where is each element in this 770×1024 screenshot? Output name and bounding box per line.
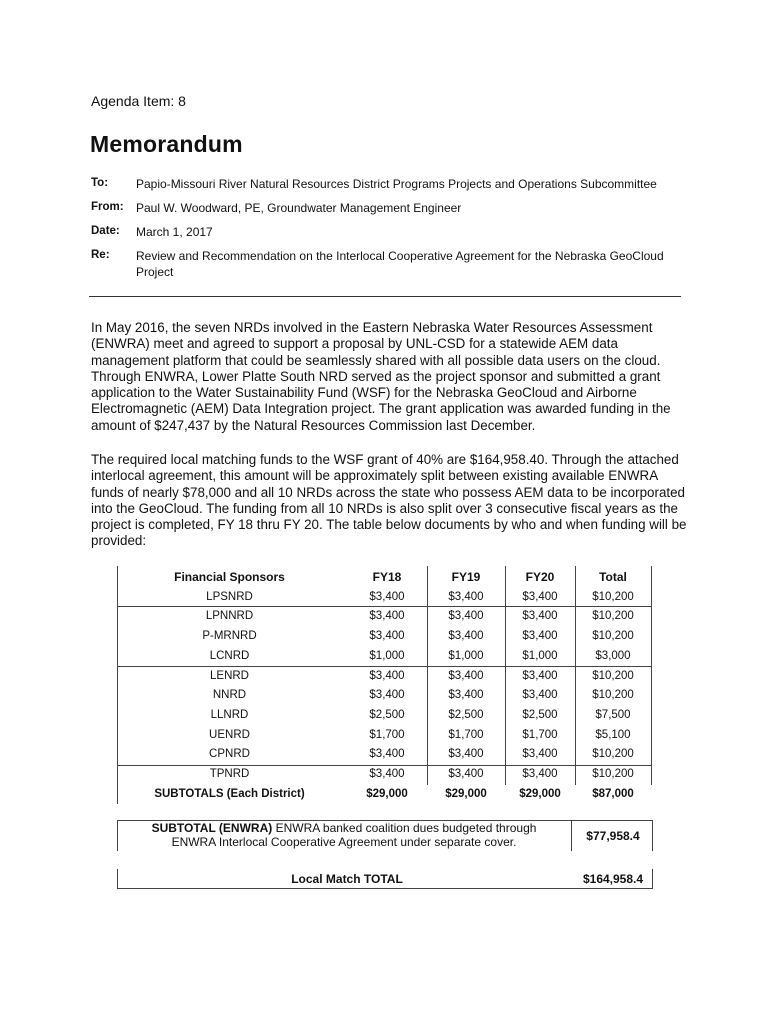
date-value: March 1, 2017 [136,225,213,239]
amount-cell: $1,000 [522,649,558,662]
amount-cell: $1,000 [369,649,405,662]
sponsor-name-cell: P-MRNRD [202,630,257,643]
amount-cell: $3,400 [369,669,405,682]
amount-cell: $3,000 [595,649,631,662]
table-header-cell: FY19 [451,570,481,584]
amount-cell: $10,200 [592,630,634,643]
memo-title: Memorandum [90,131,243,157]
sponsor-name-cell: LENRD [210,669,249,682]
amount-cell: $3,400 [522,630,558,643]
header-divider [89,296,681,297]
amount-cell: $1,700 [448,728,484,741]
table-header-cell: FY18 [372,570,402,584]
amount-cell: $3,400 [448,689,484,702]
amount-cell: $2,500 [522,708,558,721]
to-label: To: [91,177,109,189]
funding-table [117,566,652,804]
amount-cell: $1,700 [522,728,558,741]
enwra-subtotal-label [117,821,571,849]
subtotal-cell: $29,000 [519,787,561,800]
re-label: Re: [91,249,110,261]
from-label: From: [91,201,124,213]
amount-cell: $10,200 [592,590,634,603]
amount-cell: $3,400 [522,669,558,682]
amount-cell: $3,400 [522,610,558,623]
amount-cell: $3,400 [369,590,405,603]
amount-cell: $1,700 [369,728,405,741]
sponsor-name-cell: UENRD [209,728,250,741]
box-rule [117,888,653,889]
enwra-label-bold: SUBTOTAL (ENWRA) [151,821,273,835]
box-rule [652,869,653,889]
amount-cell: $3,400 [448,669,484,682]
amount-cell: $3,400 [369,748,405,761]
local-match-total-value: $164,958.4 [582,872,644,886]
amount-cell: $3,400 [448,768,484,780]
sponsor-name-cell: NNRD [212,689,247,702]
amount-cell: $3,400 [369,630,405,643]
amount-cell: $2,500 [448,708,484,721]
re-value: Review and Recommendation on the Interlocal Cooperative Agreement for the Nebraska GeoCloud Project [136,249,664,279]
amount-cell: $3,400 [369,768,405,780]
enwra-subtotal-value: $77,958.4 [586,829,640,843]
amount-cell: $10,200 [592,610,634,623]
amount-cell: $10,200 [592,669,634,682]
amount-cell: $3,400 [448,590,484,603]
local-match-total-box [117,869,653,889]
date-label: Date: [91,225,120,237]
amount-cell: $10,200 [592,748,634,761]
enwra-label-line2: ENWRA Interlocal Cooperative Agreement under separate cover. [171,835,517,849]
subtotal-cell: $29,000 [445,787,487,800]
table-header-cell: Total [599,570,627,584]
local-match-total-label: Local Match TOTAL [291,872,403,886]
amount-cell: $3,400 [369,610,405,623]
sponsor-name-cell: LPNNRD [205,610,254,623]
amount-cell: $3,400 [522,768,558,780]
from-value: Paul W. Woodward, PE, Groundwater Management Engineer [136,201,462,215]
sponsor-name-cell: LCNRD [209,649,250,662]
box-rule [117,869,118,889]
amount-cell: $10,200 [592,768,634,780]
enwra-subtotal-box [117,820,653,851]
enwra-label-rest: ENWRA banked coalition dues budgeted through [272,821,537,835]
table-header-cell: FY20 [525,570,555,584]
subtotal-cell: $87,000 [592,787,634,800]
table-rule [117,606,652,607]
sponsor-name-cell: LPSNRD [206,590,253,603]
amount-cell: $5,100 [595,728,631,741]
agenda-item: Agenda Item: 8 [91,93,186,109]
amount-cell: $2,500 [369,708,405,721]
sponsor-name-cell: LLNRD [210,708,249,721]
table-right-border [651,566,652,785]
body-paragraph-1: In May 2016, the seven NRDs involved in the Eastern Nebraska Water Resources Assessment (ENWRA) meet and agreed to support a proposal by UNL-CSD for a statewide AEM data management platform that could be seamlessly shared with all possible data users on the cloud. Through ENWRA, Lower Platte South NRD served as the project sponsor and submitted a grant application to the Water Sustainability Fund (WSF) for the Nebraska GeoCloud and Airborne Electromagnetic (AEM) Data Integration project. The grant application was awarded funding in the amount of $247,437 by the Natural Resources Commission last December. [91,320,671,433]
box-rule [571,820,572,851]
amount-cell: $3,400 [522,590,558,603]
subtotal-cell: $29,000 [366,787,408,800]
to-value: Papio-Missouri River Natural Resources District Programs Projects and Operations Subcommittee [136,177,657,191]
body-paragraph-2: The required local matching funds to the WSF grant of 40% are $164,958.40. Through the attached interlocal agreement, this amount will be approximately split between existing available ENWRA funds of nearly $78,000 and all 10 NRDs across the state who possess AEM data to be incorporated into the GeoCloud. The funding from all 10 NRDs is also split over 3 consecutive fiscal years as the project is completed, FY 18 thru FY 20. The table below documents by who and when funding will be provided: [91,452,687,549]
amount-cell: $3,400 [448,610,484,623]
amount-cell: $3,400 [522,748,558,761]
subtotal-cell: SUBTOTALS (Each District) [154,787,305,800]
table-header-cell: Financial Sponsors [174,570,285,584]
amount-cell: $1,000 [448,649,484,662]
amount-cell: $10,200 [592,689,634,702]
amount-cell: $3,400 [448,748,484,761]
box-rule [652,820,653,851]
amount-cell: $7,500 [595,708,631,721]
amount-cell: $3,400 [522,689,558,702]
sponsor-name-cell: CPNRD [209,748,250,761]
amount-cell: $3,400 [448,630,484,643]
amount-cell: $3,400 [369,689,405,702]
table-left-border [117,566,118,804]
sponsor-name-cell: TPNRD [209,768,250,780]
